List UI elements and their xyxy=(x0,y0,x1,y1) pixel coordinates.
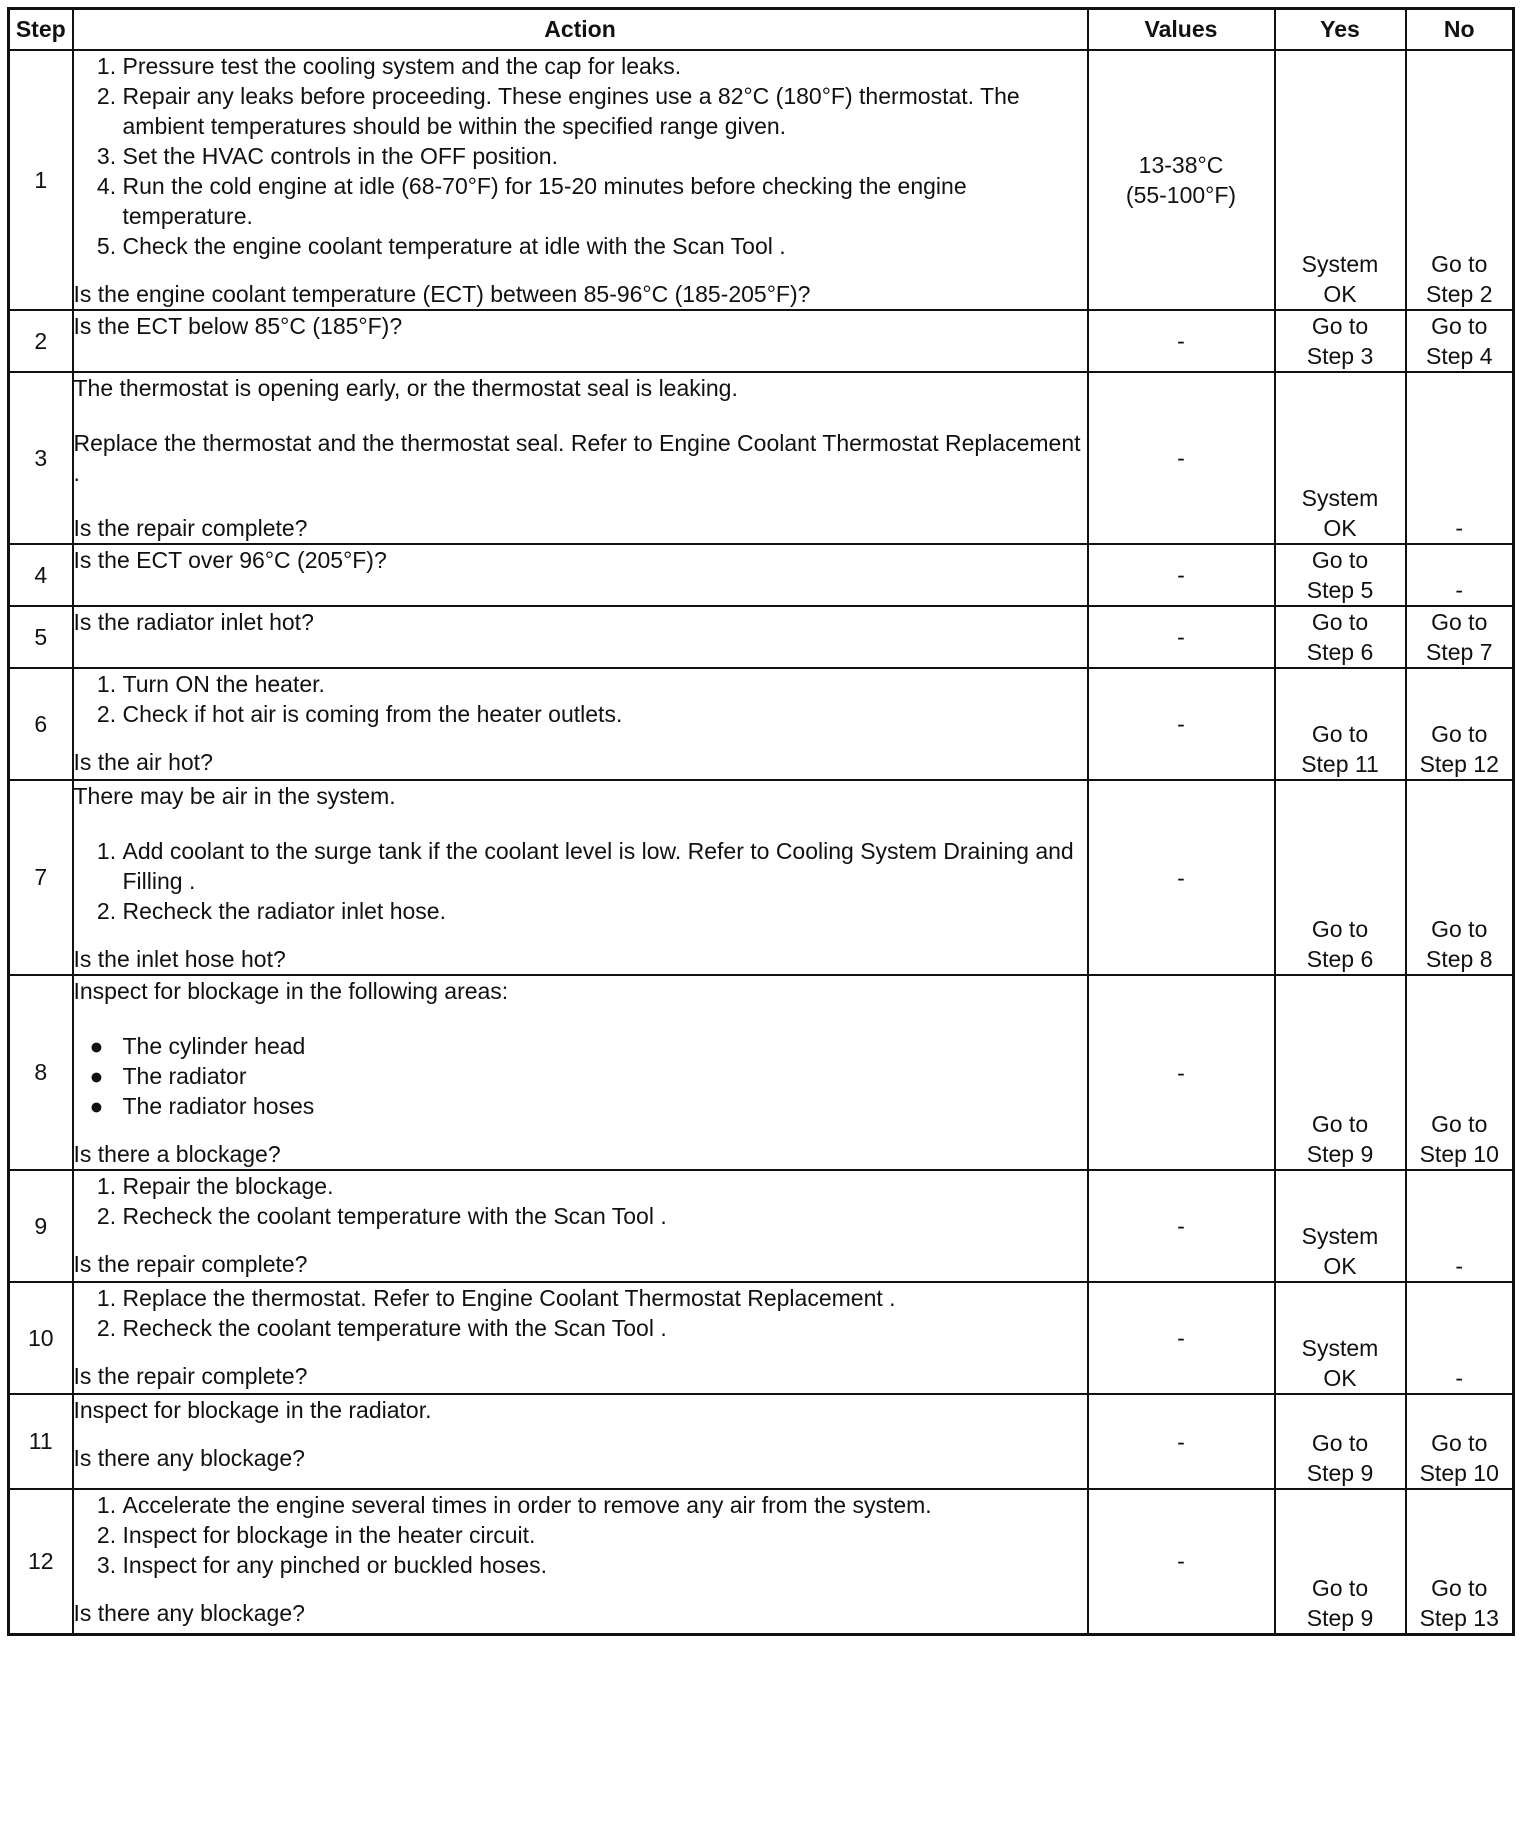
yes-line: System xyxy=(1301,1223,1379,1249)
header-values: Values xyxy=(1088,9,1275,51)
yes-line: OK xyxy=(1323,281,1357,307)
action-cell xyxy=(73,1170,1088,1282)
values-cell: - xyxy=(1088,606,1275,668)
table-row xyxy=(9,780,1514,975)
list-item: 1. Replace the thermostat. Refer to Engine Coolant Thermostat Replacement . xyxy=(123,1283,1087,1313)
values-cell: - xyxy=(1088,1282,1275,1394)
table-row xyxy=(9,310,1514,372)
action-cell xyxy=(73,1394,1088,1489)
action-cell xyxy=(73,1489,1088,1634)
yes-cell xyxy=(1275,372,1406,544)
question-text: Is the ECT below 85°C (185°F)? xyxy=(73,313,403,339)
list-item: 5. Check the engine coolant temperature at idle with the Scan Tool . xyxy=(123,231,1087,261)
step-number: 8 xyxy=(9,975,73,1170)
bullet-text: The radiator hoses xyxy=(122,1093,315,1119)
yes-line: Step 9 xyxy=(1306,1604,1374,1631)
yes-cell xyxy=(1275,668,1406,780)
header-step: Step xyxy=(9,9,73,51)
no-cell xyxy=(1406,1394,1514,1489)
list-item: 1. Accelerate the engine several times in order to remove any air from the system. xyxy=(123,1490,1087,1520)
paragraph: The thermostat is opening early, or the thermostat seal is leaking. xyxy=(73,375,738,401)
question-text: Is the repair complete? xyxy=(73,515,308,541)
action-cell xyxy=(73,1282,1088,1394)
yes-line: OK xyxy=(1323,1365,1357,1391)
list-item: 2. Recheck the radiator inlet hose. xyxy=(123,896,1087,926)
no-line: Go to xyxy=(1431,916,1488,942)
table-row xyxy=(9,50,1514,310)
no-cell: - xyxy=(1406,372,1514,544)
no-cell xyxy=(1406,50,1514,310)
diagnostic-table xyxy=(7,7,1515,1636)
question-text: Is there a blockage? xyxy=(73,1141,281,1167)
action-cell xyxy=(73,606,1088,668)
yes-line: Step 9 xyxy=(1306,1460,1374,1486)
action-cell xyxy=(73,544,1088,606)
list-item: 4. Run the cold engine at idle (68-70°F) for 15-20 minutes before checking the engine temperature. xyxy=(123,171,1087,231)
values-cell: - xyxy=(1088,975,1275,1170)
value-line: 13-38°C xyxy=(1138,152,1224,178)
list-item xyxy=(89,1061,1087,1091)
question-text: Is the air hot? xyxy=(73,749,213,775)
list-item: 3. Inspect for any pinched or buckled hoses. xyxy=(123,1550,1087,1580)
step-number: 3 xyxy=(9,372,73,544)
header-yes: Yes xyxy=(1275,9,1406,51)
yes-line: Go to xyxy=(1311,1430,1369,1456)
paragraph: Inspect for blockage in the radiator. xyxy=(73,1397,432,1423)
list-item: 2. Recheck the coolant temperature with the Scan Tool . xyxy=(123,1201,1087,1231)
no-line: Go to xyxy=(1431,721,1488,747)
yes-line: System xyxy=(1301,485,1379,511)
question-text: Is the repair complete? xyxy=(73,1363,308,1389)
no-line: Step 10 xyxy=(1419,1141,1499,1167)
table-row xyxy=(9,544,1514,606)
action-cell xyxy=(73,310,1088,372)
yes-line: System xyxy=(1301,1335,1379,1361)
yes-cell xyxy=(1275,606,1406,668)
list-item: 2. Check if hot air is coming from the heater outlets. xyxy=(123,699,1087,729)
no-line: Step 13 xyxy=(1419,1604,1499,1631)
no-line: Go to xyxy=(1431,1430,1488,1456)
action-cell xyxy=(73,50,1088,310)
yes-line: Go to xyxy=(1311,313,1369,339)
yes-cell xyxy=(1275,780,1406,975)
header-row xyxy=(9,9,1514,51)
yes-cell xyxy=(1275,544,1406,606)
value-line: (55-100°F) xyxy=(1125,182,1237,208)
no-line: Step 4 xyxy=(1426,343,1493,369)
question-text: Is the repair complete? xyxy=(73,1251,308,1277)
yes-line: Go to xyxy=(1311,609,1369,635)
numbered-list xyxy=(74,1283,1087,1343)
values-cell: - xyxy=(1088,544,1275,606)
values-cell: - xyxy=(1088,668,1275,780)
no-line: Go to xyxy=(1431,251,1488,277)
yes-line: Step 6 xyxy=(1306,639,1374,665)
no-cell: - xyxy=(1406,544,1514,606)
no-line: Go to xyxy=(1431,1111,1488,1137)
table-row xyxy=(9,372,1514,544)
values-cell: - xyxy=(1088,1394,1275,1489)
no-cell xyxy=(1406,668,1514,780)
yes-cell xyxy=(1275,310,1406,372)
step-number: 9 xyxy=(9,1170,73,1282)
step-number: 1 xyxy=(9,50,73,310)
step-number: 12 xyxy=(9,1489,73,1634)
yes-line: Go to xyxy=(1311,1574,1369,1601)
no-line: Step 12 xyxy=(1419,751,1499,777)
yes-cell xyxy=(1275,1394,1406,1489)
question-text: Is there any blockage? xyxy=(73,1445,305,1471)
no-line: Step 10 xyxy=(1419,1460,1499,1486)
values-cell: - xyxy=(1088,1489,1275,1634)
list-item: 2. Repair any leaks before proceeding. These engines use a 82°C (180°F) thermostat. The ambient temperatures should be within the specified range given. xyxy=(123,81,1087,141)
no-line: Step 2 xyxy=(1426,281,1493,307)
list-item: 1. Turn ON the heater. xyxy=(123,669,1087,699)
yes-line: Step 6 xyxy=(1306,946,1374,972)
no-cell xyxy=(1406,310,1514,372)
yes-line: Step 9 xyxy=(1306,1141,1374,1167)
values-cell: - xyxy=(1088,780,1275,975)
table-row xyxy=(9,975,1514,1170)
no-cell xyxy=(1406,606,1514,668)
yes-line: Go to xyxy=(1311,916,1369,942)
no-cell xyxy=(1406,1489,1514,1634)
yes-line: OK xyxy=(1323,1253,1357,1279)
no-line: Go to xyxy=(1431,1574,1488,1601)
yes-cell xyxy=(1275,1282,1406,1394)
no-line: Go to xyxy=(1431,609,1488,635)
step-number: 6 xyxy=(9,668,73,780)
question-text: Is the engine coolant temperature (ECT) between 85-96°C (185-205°F)? xyxy=(73,281,811,307)
list-item: 1. Add coolant to the surge tank if the coolant level is low. Refer to Cooling System Draining and Filling . xyxy=(123,836,1087,896)
question-text: Is there any blockage? xyxy=(73,1600,305,1626)
header-action: Action xyxy=(73,9,1088,51)
step-number: 7 xyxy=(9,780,73,975)
bullet-icon: ● xyxy=(89,1033,104,1059)
paragraph: Inspect for blockage in the following areas: xyxy=(73,978,509,1004)
table-row xyxy=(9,1170,1514,1282)
table-row xyxy=(9,1282,1514,1394)
list-item: 3. Set the HVAC controls in the OFF position. xyxy=(123,141,1087,171)
numbered-list xyxy=(74,1490,1087,1580)
yes-cell xyxy=(1275,975,1406,1170)
step-number: 11 xyxy=(9,1394,73,1489)
yes-line: Go to xyxy=(1311,721,1369,747)
numbered-list xyxy=(74,836,1087,926)
no-cell xyxy=(1406,975,1514,1170)
yes-cell xyxy=(1275,1170,1406,1282)
bullet-icon: ● xyxy=(89,1063,104,1089)
table-row xyxy=(9,1394,1514,1489)
step-number: 10 xyxy=(9,1282,73,1394)
no-cell: - xyxy=(1406,1170,1514,1282)
no-line: Step 8 xyxy=(1426,946,1493,972)
yes-cell xyxy=(1275,50,1406,310)
yes-line: Step 3 xyxy=(1306,343,1374,369)
yes-line: Go to xyxy=(1311,1111,1369,1137)
list-item xyxy=(89,1031,1087,1061)
yes-line: Go to xyxy=(1311,547,1369,573)
yes-line: System xyxy=(1301,251,1379,277)
step-number: 2 xyxy=(9,310,73,372)
paragraph: There may be air in the system. xyxy=(73,783,396,809)
step-number: 5 xyxy=(9,606,73,668)
numbered-list xyxy=(74,51,1087,261)
bullet-list xyxy=(74,1031,1087,1121)
yes-line: Step 11 xyxy=(1301,751,1379,777)
table-row xyxy=(9,668,1514,780)
question-text: Is the inlet hose hot? xyxy=(73,946,286,972)
list-item: 2. Recheck the coolant temperature with the Scan Tool . xyxy=(123,1313,1087,1343)
numbered-list xyxy=(74,1171,1087,1231)
list-item: 1. Repair the blockage. xyxy=(123,1171,1087,1201)
no-cell xyxy=(1406,780,1514,975)
action-cell xyxy=(73,668,1088,780)
yes-line: Step 5 xyxy=(1306,577,1374,603)
no-line: Go to xyxy=(1431,313,1488,339)
list-item xyxy=(89,1091,1087,1121)
table-row xyxy=(9,606,1514,668)
header-no: No xyxy=(1406,9,1514,51)
list-item: 2. Inspect for blockage in the heater circuit. xyxy=(123,1520,1087,1550)
action-cell xyxy=(73,372,1088,544)
no-line: Step 7 xyxy=(1426,639,1493,665)
yes-cell xyxy=(1275,1489,1406,1634)
question-text: Is the ECT over 96°C (205°F)? xyxy=(73,547,387,573)
values-cell: - xyxy=(1088,310,1275,372)
step-number: 4 xyxy=(9,544,73,606)
table-row xyxy=(9,1489,1514,1634)
list-item: 1. Pressure test the cooling system and the cap for leaks. xyxy=(123,51,1087,81)
bullet-text: The radiator xyxy=(122,1063,247,1089)
action-cell xyxy=(73,975,1088,1170)
paragraph: Replace the thermostat and the thermostat seal. Refer to Engine Coolant Thermostat Replacement . xyxy=(73,430,1081,486)
no-cell: - xyxy=(1406,1282,1514,1394)
values-cell: - xyxy=(1088,1170,1275,1282)
values-cell xyxy=(1088,50,1275,310)
bullet-text: The cylinder head xyxy=(122,1033,306,1059)
bullet-icon: ● xyxy=(89,1093,104,1119)
values-cell: - xyxy=(1088,372,1275,544)
numbered-list xyxy=(74,669,1087,729)
question-text: Is the radiator inlet hot? xyxy=(73,609,314,635)
yes-line: OK xyxy=(1323,515,1357,541)
action-cell xyxy=(73,780,1088,975)
